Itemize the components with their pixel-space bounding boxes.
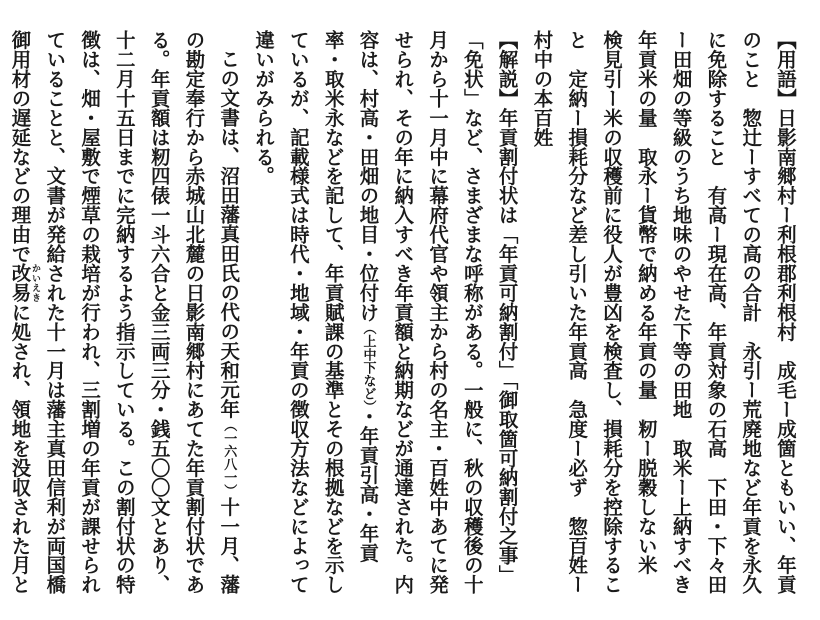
commentary-note-year: （一六八一） (221, 418, 237, 498)
kaieki-reading: かいえき (29, 263, 40, 303)
commentary-paragraph-2 (0, 30, 245, 598)
commentary-paragraph-1 (245, 30, 523, 598)
kaieki-base: 改易 (8, 263, 32, 303)
terminology-heading: 【用語】 (774, 30, 797, 108)
terminology-body: 日影南郷村ー利根郡利根村 成毛ー成箇ともいい、年貢のこと 惣辻ーすべての高の合計 永引ー荒廃地など年貢を永久に免除すること 有高ー現在高、年貢対象の石高 下田・下々田ー田畑の等級のうち地味のやせた下等の田地 取米ー上納すべき年貢米の量 取永ー貨幣で納める年貢の量 籾ー脱穀しない米 検見引ー米の収穫前に役人が豊凶を検査し、損耗分を控除すること 定納ー損耗分など差し引いた年貢高 急度ー必ず 惣百姓ー村中の本百姓 (530, 30, 797, 595)
commentary-text-1a: 年貢割付状は「年貢可納割付」「御取箇可納割付之事」「免状」など、さまざまな呼称がある。一般に、秋の収穫後の十月から十一月中に幕府代官や領主から村の名主・百姓中あてに発せられ、その年に納入すべき年貢額と納期などが通達された。内容は、村高・田畑の地目・位付け (356, 30, 519, 595)
commentary-text-2a: この文書は、沼田藩真田氏の代の天和元年 (217, 49, 241, 419)
kaieki-ruby (8, 263, 40, 303)
commentary-heading: 【解説】 (495, 30, 519, 108)
commentary-text-2c: に処され、領地を没収された月と (8, 302, 32, 595)
commentary-note-grades: （上中下など） (360, 321, 376, 407)
commentary-text-2b: 十一月、藩の勘定奉行から赤城山北麓の日影南郷村にあてた年貢割付状である。年貢額は籾四俵一斗六合と金三両三分・銭五〇〇文とあり、十二月十五日までに完納するよう指示している。この割付状の特徴は、畑・屋敷で煙草の栽培が行われ、三割増の年貢が課せられていることと、文書が発給された十一月は藩主真田信利が両国橋御用材の遅延などの理由で (8, 30, 241, 595)
commentary-text-1b: ・年貢引高・年貢率・取米永などを記して、年貢賦課の基準とその根拠などを示しているが、記載様式は時代・地域・年貢の徴収方法などによって違いがみられる。 (252, 30, 380, 595)
terminology-paragraph (524, 30, 802, 598)
vertical-text-block (8, 30, 802, 598)
